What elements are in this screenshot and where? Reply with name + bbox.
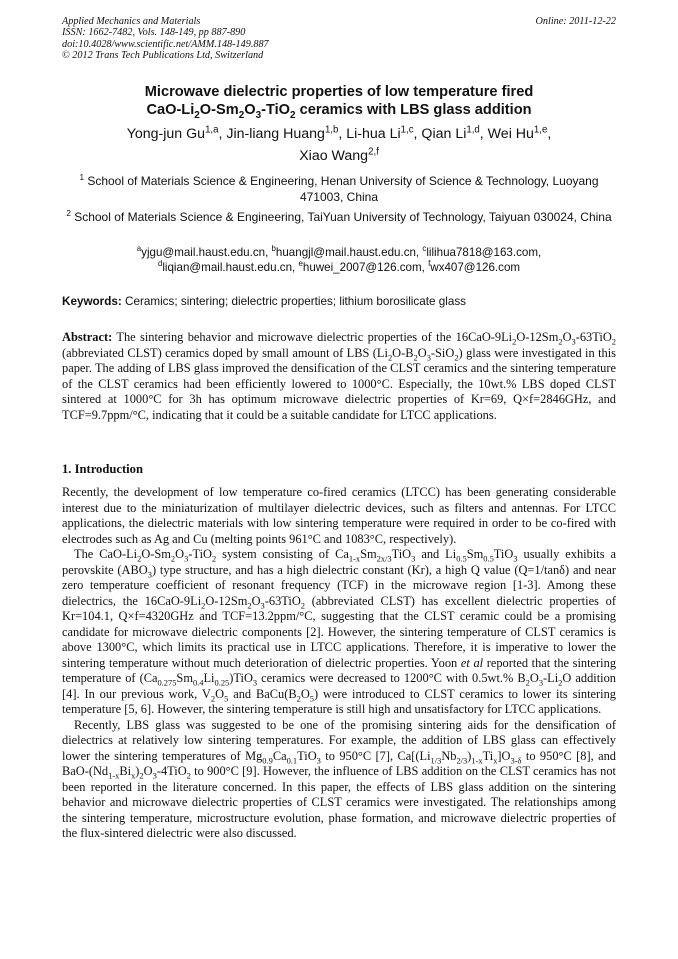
paper-title bbox=[40, 83, 638, 119]
intro-paragraph-3: Recently, LBS glass was suggested to be one of the promising sintering aids for the densification of dielectrics at relatively low sintering temperatures. For example, the addition of LBS glass can effectively lower the sintering temperatures of $Mg_{0.9}Ca_{0.1}TiO_3$ to 950°C [7], $Ca[(Li_{1/3}Nb_{2/3})_{1-x}Ti_x]O_{3-\delta}$ to 950°C [8], and BaO-$(Nd_{1-x}Bi_x)_2O_3-4TiO_2$ to 900°C [9]. However, the influence of LBS addition on the CLST ceramics has not been reported in the literature concerned. In this paper, the effects of LBS glass addition on the sintering behavior and microwave dielectric properties of CLST ceramics were investigated. The relationships among the sintering temperature, microstructure evolution, phase formation, and microwave dielectric properties of the flux-sintered dielectric were also discussed. bbox=[62, 717, 616, 840]
affiliation-2: $^2$ School of Materials Science & Engineering, TaiYuan University of Technology, Taiyuan 030024, China bbox=[66, 209, 612, 224]
email-line-2: $^d$liqian@mail.haust.edu.cn, $^e$huwei_2007@126.com, $^f$wx407@126.com bbox=[157, 258, 521, 274]
journal-name: Applied Mechanics and Materials bbox=[62, 16, 201, 27]
page-header bbox=[62, 16, 616, 61]
keywords-text: Ceramics; sintering; dielectric properties; lithium borosilicate glass bbox=[121, 295, 467, 308]
author-list bbox=[50, 123, 628, 167]
copyright-line: © 2012 Trans Tech Publications Ltd, Switzerland bbox=[62, 49, 264, 61]
doi-line: doi:10.4028/www.scientific.net/AMM.148-149.887 bbox=[62, 38, 269, 50]
keywords bbox=[62, 295, 616, 309]
abstract: Abstract: The sintering behavior and microwave dielectric properties of the $16CaO-9Li_2O-12Sm_2O_3-63TiO_2$ (abbreviated CLST) ceramics doped by small amount of LBS $(Li_2O-B_2O_3-SiO_2)$ glass were investigated in this paper. The adding of LBS glass improved the densification of the CLST ceramics and the sintering temperature of the CLST ceramics had been efficiently lowered to 1000°C. Especially, the 10wt.% LBS doped CLST sintered at 1000°C for 3h has optimum microwave dielectric properties of Kr=69, Q×f=2846GHz, and TCF=9.7ppm/°C, indicating that it could be a suitable candidate for LTCC applications. bbox=[62, 330, 617, 422]
author-line-2: Xiao Wang$^{2,f}$ bbox=[299, 146, 379, 164]
section-heading-introduction: 1. Introduction bbox=[62, 462, 143, 476]
email-line-1: $^a$yjgu@mail.haust.edu.cn, $^b$huangjl@mail.haust.edu.cn, $^c$lilihua7818@163.com, bbox=[136, 244, 542, 259]
title-line-1: Microwave dielectric properties of low temperature fired bbox=[144, 84, 534, 100]
keywords-label: Keywords: bbox=[62, 295, 122, 308]
affiliation-1: $^1$ School of Materials Science & Engineering, Henan University of Science & Technology, Luoyang 471003, China bbox=[79, 173, 599, 204]
intro-paragraph-2: The CaO-$Li_2O-Sm_2O_3-TiO_2$ system consisting of $Ca_{1-x}Sm_{2x/3}TiO_3$ and $Li_{0.5}Sm_{0.5}TiO_3$ usually exhibits a perovskite $(ABO_3)$ type structure, and has a high dielectric constant (Kr), a high Q value (Q=1/tanδ) and near zero temperature coefficient of resonant frequency (TCF) in the microwave region [1-3]. Among these dielectrics, the $16CaO-9Li_2O-12Sm_2O_3-63TiO_2$ (abbreviated CLST) has excellent dielectric properties of Kr=104.1, Q×f=4320GHz and TCF=13.2ppm/°C, suggesting that the CLST ceramic could be a promising candidate for microwave dielectric components [2]. However, the sintering temperature of CLST ceramics is above 1300°C, which limits its practical use in LTCC applications. Therefore, it is imperative to lower the sintering temperature without much deterioration of dielectric properties. Yoon et al reported that the sintering temperature of $(Ca_{0.275}Sm_{0.4}Li_{0.25})TiO_3$ ceramics were decreased to 1200°C with 0.5wt.% $B_2O_3-Li_2O$ addition [4]. In our previous work, $V_2O_5$ and $BaCu(B_2O_5)$ were introduced to CLST ceramics to lower its sintering temperature [5, 6]. However, the sintering temperature is still high and unsatisfactory for LTCC applications. bbox=[62, 547, 617, 716]
title-line-2: CaO-$Li_2O-Sm_2O_3-TiO_2$ ceramics with LBS glass addition bbox=[146, 102, 532, 121]
author-line-1: Yong-jun Gu$^{1,a}$, Jin-liang Huang$^{1,b}$, Li-hua Li$^{1,c}$, Qian Li$^{1,d}$, Wei Hu$^{1,e}$, bbox=[126, 124, 552, 142]
introduction-body bbox=[62, 485, 616, 842]
abstract-label: Abstract: bbox=[62, 330, 113, 344]
online-date: Online: 2011-12-22 bbox=[535, 16, 616, 27]
author-emails bbox=[64, 246, 614, 275]
issn-line: ISSN: 1662-7482, Vols. 148-149, pp 887-890 bbox=[62, 27, 246, 39]
intro-paragraph-1: Recently, the development of low temperature co-fired ceramics (LTCC) has been generating considerable interest due to the miniaturization of multilayer dielectric devices, such as filters and antennas. For LTCC applications, the dielectric materials with low sintering temperature were required in order to be co-fired with electrodes such as Ag and Cu (melting points 961°C and 1083°C, respectively). bbox=[62, 485, 616, 546]
